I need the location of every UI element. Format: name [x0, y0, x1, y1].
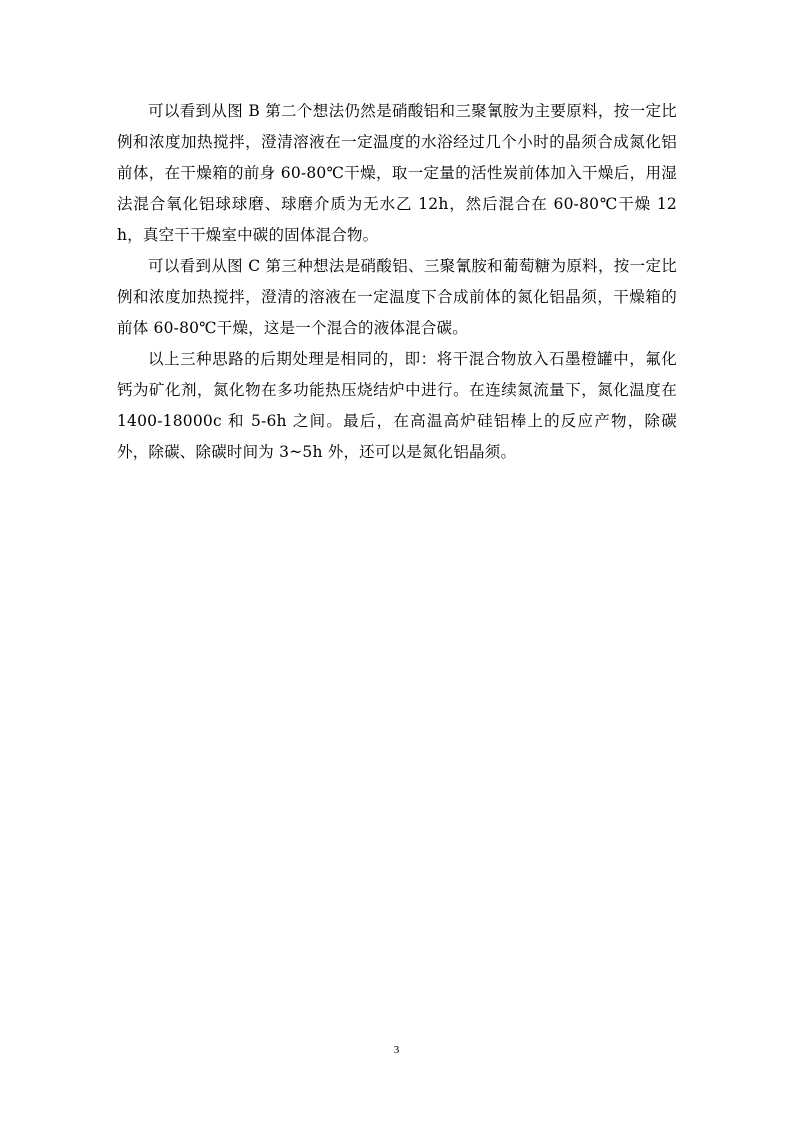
paragraph-post-processing: 以上三种思路的后期处理是相同的，即：将干混合物放入石墨橙罐中，氟化钙为矿化剂，氮化物在多功能热压烧结炉中进行。在连续氮流量下，氮化温度在 1400-18000c 和 5-6h 之间。最后，在高温高炉硅铝棒上的反应产物，除碳外，除碳、除碳时间为 3~5h 外，还可以是氮化铝晶须。 [117, 350, 677, 461]
paragraph-idea-b: 可以看到从图 B 第二个想法仍然是硝酸铝和三聚氰胺为主要原料，按一定比例和浓度加热搅拌，澄清溶液在一定温度的水浴经过几个小时的晶须合成氮化铝前体，在干燥箱的前身 60-80℃干燥，取一定量的活性炭前体加入干燥后，用湿法混合氧化铝球球磨、球磨介质为无水乙 12h，然后混合在 60-80℃干燥 12h，真空干干燥室中碳的固体混合物。 [117, 102, 677, 244]
paragraph-idea-c: 可以看到从图 C 第三种想法是硝酸铝、三聚氰胺和葡萄糖为原料，按一定比例和浓度加热搅拌，澄清的溶液在一定温度下合成前体的氮化铝晶须，干燥箱的前体 60-80℃干燥，这是一个混合的液体混合碳。 [117, 257, 677, 337]
page-number: 3 [393, 1044, 400, 1056]
body-text [117, 96, 677, 468]
